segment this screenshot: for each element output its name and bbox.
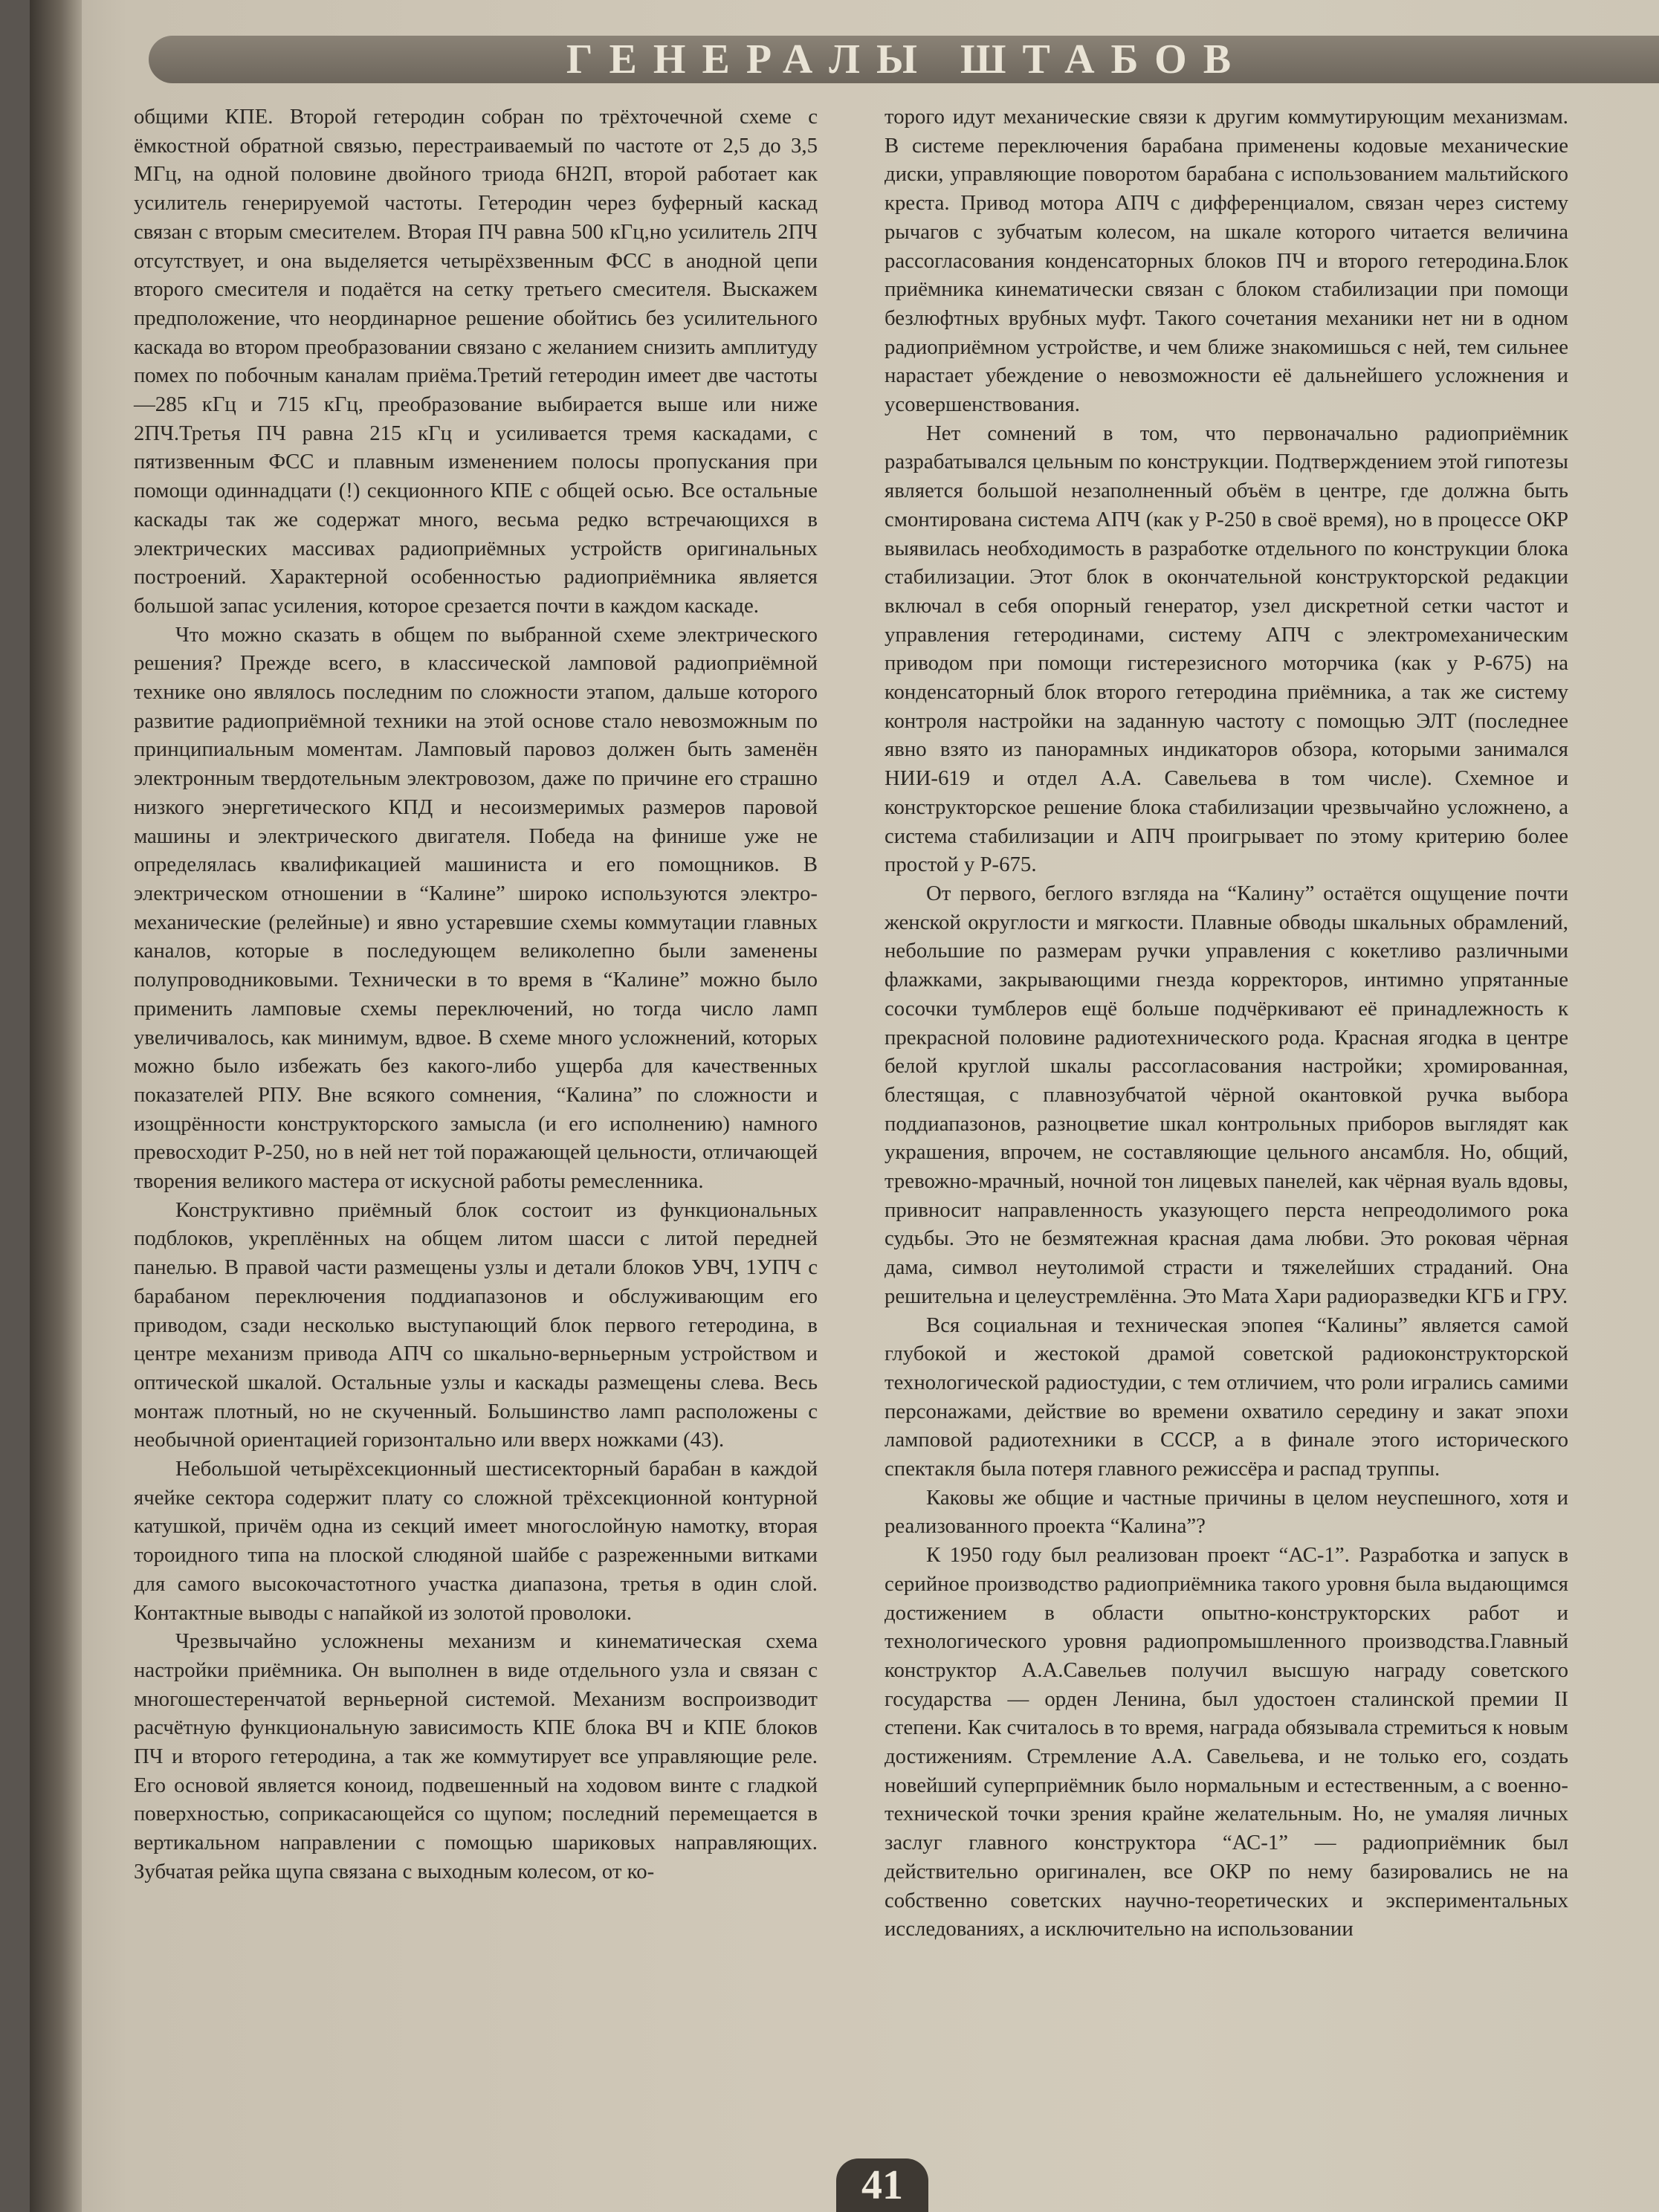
paragraph: общими КПЕ. Второй гетеродин собран по трёхточечной схеме с ёмкостной обратной связью, перестраиваемый по частоте от 2,5 до 3,5 МГц, на одной половине двойного триода 6Н2П, второй работает как усилитель генерируемой частоты. Гетеродин через буферный каскад связан с вторым смесителем. Вторая ПЧ равна 500 кГц,но усилитель 2ПЧ отсутствует, и она выделяется четырёхзвенным ФСС в анодной цепи второго смесителя и подаётся на сетку третьего смесителя. Выскажем предположение, что неординарное решение обойтись без усилительного каскада во втором преобразовании связано с желанием снизить амплитуду помех по побочным каналам приёма.Третий гетеродин имеет две частоты —285 кГц и 715 кГц, преобразование выбирается выше или ниже 2ПЧ.Третья ПЧ равна 215 кГц и усиливается тремя каскадами, с пятизвенным ФСС и плавным изменением полосы пропускания при помощи одиннадцати (!) секционного КПЕ с общей осью. Все остальные каскады так же содержат много, весьма редко встречающихся в электрических массивах радиоприёмных устройств оригинальных построений. Характерной особенностью радиоприёмника является большой запас усиления, которое срезается почти в каждом каскаде. (134, 105, 818, 618)
left-text-column (134, 103, 818, 1886)
paragraph: торого идут механические связи к другим коммутирующим механизмам. В системе переключения барабана применены кодовые механические диски, управляющие поворотом барабана с использованием мальтийского креста. Привод мотора АПЧ с дифференциалом, связан через систему рычагов с зубчатым колесом, на шкале которого читается величина рассогласования конденсаторных блоков ПЧ и второго гетеродина.Блок приёмника кинематически связан с блоком стабилизации при помощи безлюфтных врубных муфт. Такого сочетания механики нет ни в одном радиоприёмном устройстве, и чем ближе знакомишься с ней, тем сильнее нарастает убеждение о невозможности её дальнейшего усложнения и усовершенствования. (885, 105, 1568, 417)
paragraph: Чрезвычайно усложнены механизм и кинематическая схема настройки приёмника. Он выполнен в виде отдельного узла и связан с многошестеренчатой верньерной системой. Механизм воспроизводит расчётную функциональную зависимость КПЕ блока ВЧ и КПЕ блоков ПЧ и второго гетеродина, а так же коммутирует все управляющие реле. Его основой является коноид, подвешенный на ходовом винте с гладкой поверхностью, соприкасающейся со щупом; последний перемещается в вертикальном направлении с помощью шариковых направляющих. Зубчатая рейка щупа связана с выходным колесом, от ко- (134, 1629, 818, 1883)
section-title: ГЕНЕРАЛЫ ШТАБОВ (566, 36, 1248, 83)
right-text-column (885, 103, 1568, 1944)
paragraph: Вся социальная и техническая эпопея “Калины” является самой глубокой и жестокой драмой советской радиоконструкторской технологической радиостудии, с тем отличием, что роли игрались самими персонажами, действие во времени охватило середину и закат эпохи ламповой радиотехники в СССР, а в финале этого исторического спектакля была потеря главного режиссёра и распад труппы. (885, 1313, 1568, 1481)
paragraph: Конструктивно приёмный блок состоит из функциональных подблоков, укреплённых на общем литом шасси с литой передней панелью. В правой части размещены узлы и детали блоков УВЧ, 1УПЧ с барабаном переключения поддиапазонов и обслуживающим его приводом, сзади несколько выступающий блок первого гетеродина, в центре механизм привода АПЧ со шкально-верньерным устройством и оптической шкалой. Остальные узлы и каскады размещены слева. Весь монтаж плотный, но не скученный. Большинство ламп расположены с необычной ориентацией горизонтально или вверх ножками (43). (134, 1197, 818, 1452)
book-spine (30, 0, 82, 2212)
section-header (149, 36, 1659, 83)
paragraph: Небольшой четырёхсекционный шестисекторный барабан в каждой ячейке сектора содержит плату со сложной трёхсекционной контурной катушкой, причём одна из секций имеет многослойную намотку, вторая тороидного типа на плоской слюдяной шайбе с разреженными витками для самого высокочастотного участка диапазона, третья в один слой. Контактные выводы с напайкой из золотой проволоки. (134, 1457, 818, 1625)
paragraph: Что можно сказать в общем по выбранной схеме электрического решения? Прежде всего, в классической ламповой радиоприёмной технике оно являлось последним по сложности этапом, дальше которого развитие радиоприёмной техники на этой основе стало невозможным по принципиальным моментам. Ламповый паровоз должен быть заменён электронным твердотельным электровозом, даже по причине его страшно низкого энергетического КПД и несоизмеримых размеров паровой машины и электрического двигателя. Победа на финише уже не определялась квалификацией машиниста и его помощников. В электрическом отношении в “Калине” широко используются электро-механические (релейные) и явно устаревшие схемы коммутации главных каналов, которые в последующем великолепно были заменены полупроводниковыми. Технически в то время в “Калине” можно было применить ламповые схемы переключений, но тогда число ламп увеличивалось, как минимум, вдвое. В схеме много усложнений, которых можно было избежать без какого-либо ущерба для качественных показателей РПУ. Вне всякого сомнения, “Калина” по сложности и изощрённости конструкторского замысла (и его исполнению) намного превосходит Р-250, но в ней нет той поражающей цельности, отличающей творения великого мастера от искусной работы ремесленника. (134, 622, 818, 1194)
book-page (30, 0, 1659, 2212)
paragraph: Каковы же общие и частные причины в целом неуспешного, хотя и реализованного проекта “Калина”? (885, 1485, 1568, 1539)
paragraph: К 1950 году был реализован проект “АС-1”. Разработка и запуск в серийное производство радиоприёмника такого уровня была выдающимся достижением в области опытно-конструкторских работ и технологического уровня радиопромышленного производства.Главный конструктор А.А.Савельев получил высшую награду советского государства — орден Ленина, был удостоен сталинской премии II степени. Как считалось в то время, награда обязывала стремиться к новым достижениям. Стремление А.А. Савельева, и не только его, создать новейший суперприёмник было нормальным и естественным, а с военно-технической точки зрения крайне желательным. Но, не умаляя личных заслуг главного конструктора “АС-1” — радиоприёмник был действительно оригинален, все ОКР по нему базировались не на собственно советских научно-теоретических и экспериментальных исследованиях, а исключительно на использовании (885, 1543, 1568, 1941)
page-number-tab (836, 2158, 928, 2212)
paragraph: От первого, беглого взгляда на “Калину” остаётся ощущение почти женской округлости и мягкости. Плавные обводы шкальных обрамлений, небольшие по размерам ручки управления с кокетливо различными флажками, закрывающими гнезда корректоров, интимно упрятанные сосочки тумблеров ещё больше подчёркивают её принадлежность к прекрасной половине радиотехнического рода. Красная ягодка в центре белой круглой шкалы рассогласования настройки; хромированная, блестящая, с плавнозубчатой чёрной окантовкой ручка выбора поддиапазонов, разноцветие шкал контрольных приборов выглядят как украшения, впрочем, не составляющие цельного ансамбля. Но, общий, тревожно-мрачный, ночной тон лицевых панелей, как чёрная вуаль вдовы, привносит направленность указующего перста непреодолимого рока судьбы. Это не безмятежная красная дама любви. Это роковая чёрная дама, символ неутолимой страсти и тяжелейших страданий. Она решительна и целеустремлённа. Это Мата Хари радиоразведки КГБ и ГРУ. (885, 881, 1568, 1308)
page-number: 41 (861, 2162, 903, 2208)
paragraph: Нет сомнений в том, что первоначально радиоприёмник разрабатывался цельным по конструкции. Подтверждением этой гипотезы является большой незаполненный объём в центре, где должна быть смонтирована система АПЧ (как у Р-250 в своё время), но в процессе ОКР выявилась необходимость в разработке отдельного по конструкции блока стабилизации. Этот блок в окончательной конструкторской редакции включал в себя опорный генератор, узел дискретной сетки частот и управления гетеродинами, систему АПЧ с электромеханическим приводом при помощи гистерезисного моторчика (как у Р-675) на конденсаторный блок второго гетеродина приёмника, а так же систему контроля настройки на заданную частоту с помощью ЭЛТ (последнее явно взято из панорамных индикаторов обзора, которыми занимался НИИ-619 и отдел А.А. Савельева в том числе). Схемное и конструкторское решение блока стабилизации чрезвычайно усложнено, а система стабилизации и АПЧ проигрывает по этому критерию более простой у Р-675. (885, 421, 1568, 877)
